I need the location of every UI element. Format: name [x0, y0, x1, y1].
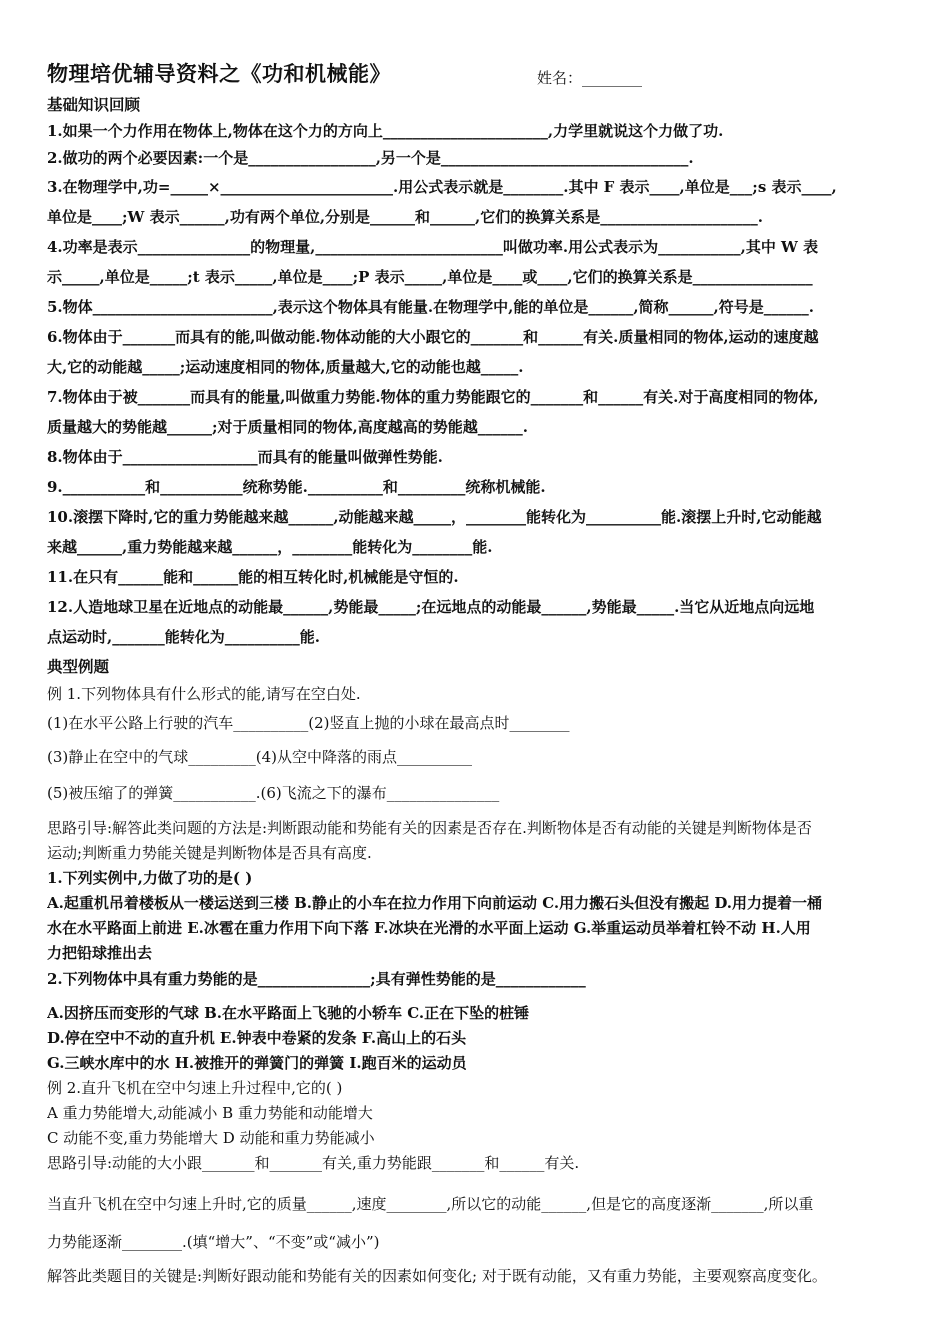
question-line: 12.人造地球卫星在近地点的动能最______,势能最_____;在远地点的动能最______,势能最_____.当它从近地点向远地 [47, 598, 815, 616]
question-line: 点运动时,_______能转化为__________能. [47, 628, 320, 646]
example-line: 例 2.直升飞机在空中匀速上升过程中,它的( ) [47, 1079, 343, 1097]
conclusion-line: 解答此类题目的关键是:判断好跟动能和势能有关的因素如何变化; 对于既有动能，又有重力势能，主要观察高度变化。 [47, 1267, 827, 1285]
question-line: 示_____,单位是_____;t 表示_____,单位是____;P 表示_____,单位是____或____,它们的换算关系是________________ [47, 268, 813, 286]
example-line: 当直升飞机在空中匀速上升时,它的质量______,速度________,所以它的动能______,但是它的高度逐渐_______,所以重 [47, 1195, 814, 1213]
question-line: 大,它的动能越_____;运动速度相同的物体,质量越大,它的动能也越_____. [47, 358, 524, 376]
hint-1 [47, 816, 905, 866]
example-line: (5)被压缩了的弹簧___________.(6)飞流之下的瀑布_______________ [47, 784, 500, 802]
question-line: 10.滚摆下降时,它的重力势能越来越______,动能越来越_____，________能转化为__________能.滚摆上升时,它动能越 [47, 508, 822, 526]
example-line: A 重力势能增大,动能减小 B 重力势能和动能增大 [47, 1104, 373, 1122]
basics-question-list [47, 118, 905, 652]
question-line: 7.物体由于被_______而具有的能量,叫做重力势能.物体的重力势能跟它的_______和______有关.对于高度相同的物体, [47, 388, 819, 406]
page-title: 物理培优辅导资料之《功和机械能》 [47, 61, 391, 86]
example-line: 例 1.下列物体具有什么形式的能,请写在空白处. [47, 685, 361, 703]
example-line: 思路引导:动能的大小跟_______和_______有关,重力势能跟_______和______有关. [47, 1154, 580, 1172]
title-row [47, 58, 905, 92]
question-line: 质量越大的势能越______;对于质量相同的物体,高度越高的势能越______. [47, 418, 528, 436]
hint-line: 运动;判断重力势能关键是判断物体是否具有高度. [47, 844, 372, 862]
example-line: C 动能不变,重力势能增大 D 动能和重力势能减小 [47, 1129, 375, 1147]
question-line: 11.在只有______能和______能的相互转化时,机械能是守恒的. [47, 568, 459, 586]
example-2 [47, 1076, 905, 1291]
question-line: 9.___________和___________统称势能.__________和_________统称机械能. [47, 478, 546, 496]
question-line: 2.做功的两个必要因素:一个是_________________,另一个是_________________________________. [47, 149, 694, 167]
question-line: 4.功率是表示_______________的物理量,_________________________叫做功率.用公式表示为___________,其中 W 表 [47, 238, 819, 256]
hint-line: 思路引导:解答此类问题的方法是:判断跟动能和势能有关的因素是否存在.判断物体是否有动能的关键是判断物体是否 [47, 819, 812, 837]
question-line: 单位是____;W 表示______,功有两个单位,分别是______和______,它们的换算关系是_____________________. [47, 208, 763, 226]
question-1 [47, 866, 905, 966]
student-name-field: 姓名：________ [537, 69, 643, 87]
option-line: D.停在空中不动的直升机 E.钟表中卷紧的发条 F.高山上的石头 [47, 1029, 467, 1047]
example-line: 力势能逐渐________.(填“增大”、“不变”或“减小”) [47, 1233, 380, 1251]
question-line: 5.物体________________________,表示这个物体具有能量.在物理学中,能的单位是______,简称______,符号是______. [47, 298, 814, 316]
example-1 [47, 682, 905, 811]
question-line: 1.下列实例中,力做了功的是( ) [47, 869, 253, 887]
question-line: 水在水平路面上前进 E.冰雹在重力作用下向下落 F.冰块在光滑的水平面上运动 G.举重运动员举着杠铃不动 H.人用 [47, 919, 811, 937]
question-line: 8.物体由于__________________而具有的能量叫做弹性势能. [47, 448, 443, 466]
option-line: A.因挤压而变形的气球 B.在水平路面上飞驰的小轿车 C.正在下坠的桩锤 [47, 1004, 530, 1022]
question-2 [47, 966, 905, 1076]
section-heading-basics: 基础知识回顾 [47, 95, 141, 114]
question-line: 3.在物理学中,功=_____×_______________________.用公式表示就是________.其中 F 表示____,单位是___;s 表示____, [47, 178, 837, 196]
worksheet-page [47, 58, 905, 1291]
question-line: 力把铅球推出去 [47, 944, 153, 962]
question-line: 来越______,重力势能越来越______，________能转化为________能. [47, 538, 493, 556]
question-line: A.起重机吊着楼板从一楼运送到三楼 B.静止的小车在拉力作用下向前运动 C.用力搬石头但没有搬起 D.用力提着一桶 [47, 894, 823, 912]
question-line: 2.下列物体中具有重力势能的是_______________;具有弹性势能的是____________ [47, 970, 586, 988]
option-line: G.三峡水库中的水 H.被推开的弹簧门的弹簧 I.跑百米的运动员 [47, 1054, 467, 1072]
section-heading-examples: 典型例题 [47, 657, 110, 676]
question-line: 1.如果一个力作用在物体上,物体在这个力的方向上______________________,力学里就说这个力做了功. [47, 122, 724, 140]
example-line: (3)静止在空中的气球_________(4)从空中降落的雨点__________ [47, 748, 472, 766]
question-line: 6.物体由于_______而具有的能,叫做动能.物体动能的大小跟它的_______和______有关.质量相同的物体,运动的速度越 [47, 328, 819, 346]
example-line: (1)在水平公路上行驶的汽车__________(2)竖直上抛的小球在最高点时________ [47, 714, 570, 732]
